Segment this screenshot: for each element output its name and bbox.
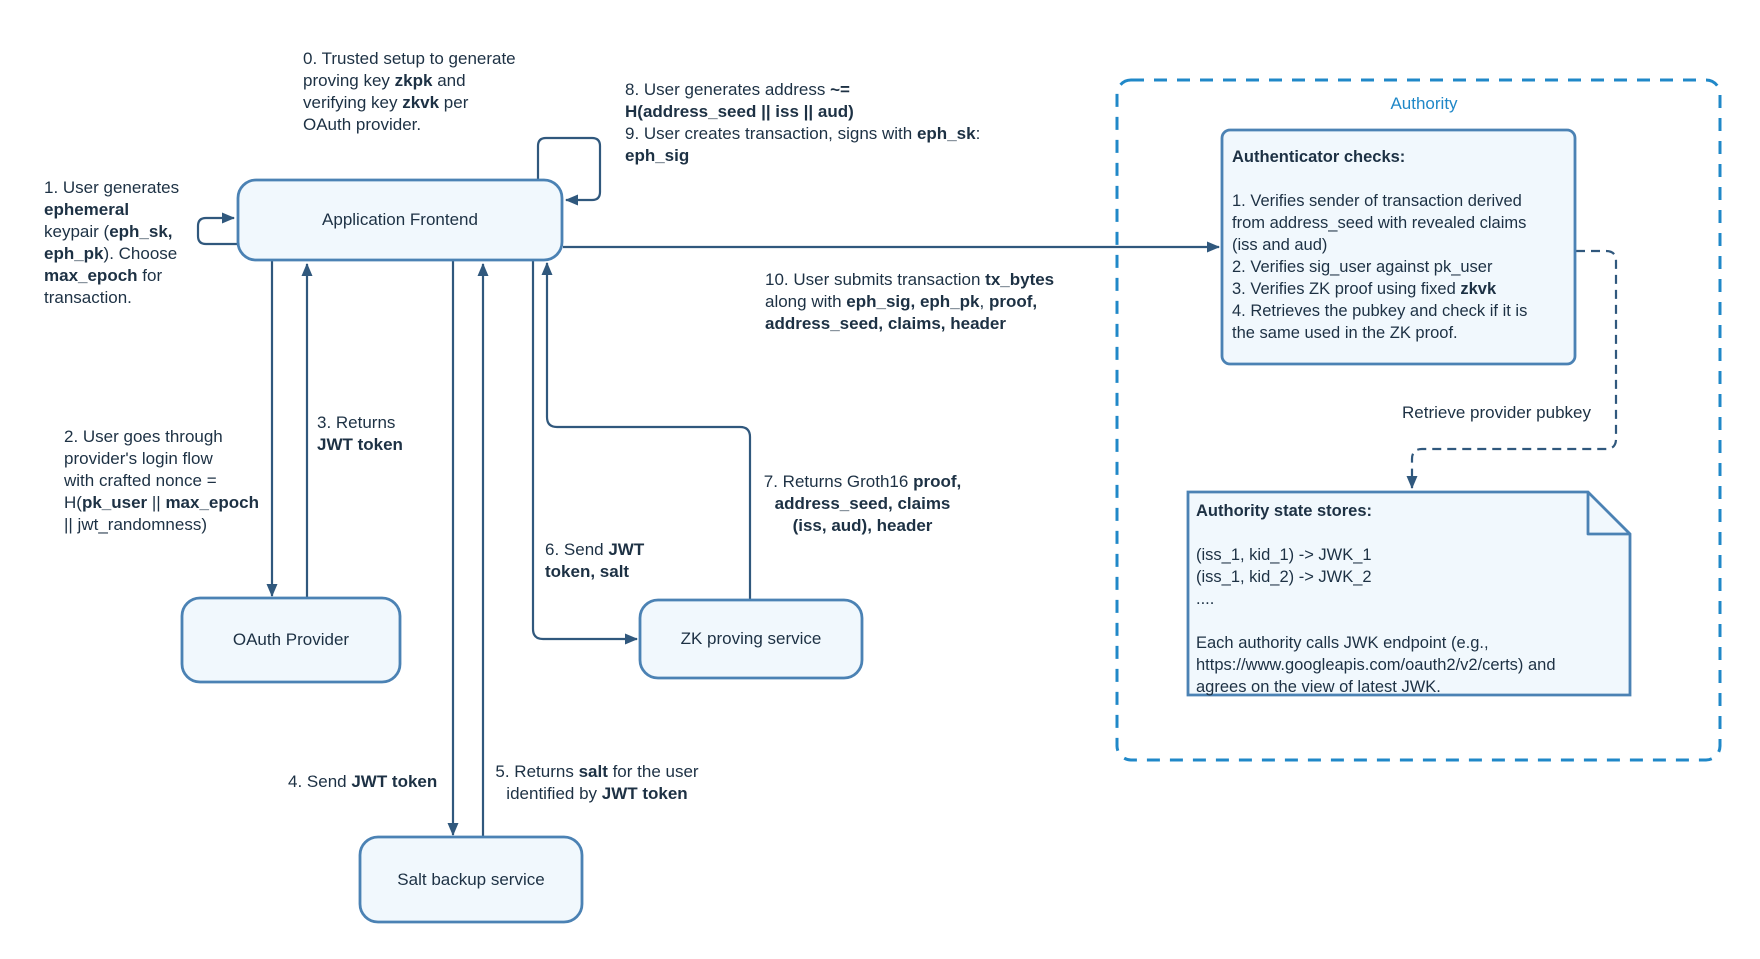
- authority-state-note-title: Authority state stores:: [1196, 502, 1373, 520]
- annotation-step8-9: 8. User generates address ~= H(address_seed || iss || aud) 9. User creates transaction, signs with eph_sk: eph_sig: [625, 80, 981, 165]
- authority-state-note-items: (iss_1, kid_1) -> JWK_1 (iss_1, kid_2) -> JWK_2 .... Each authority calls JWK endpoint (e.g., https://www.googleapis.com/oauth2/v2/certs) and agrees on the view of latest JWK.: [1196, 546, 1556, 696]
- annotation-step10: 10. User submits transaction tx_bytes along with eph_sig, eph_pk, proof, address_seed, claims, header: [765, 270, 1055, 333]
- annotation-step3: 3. Returns JWT token: [317, 413, 403, 454]
- authenticator-checks-content: [1232, 146, 1570, 344]
- salt-backup-service-label: Salt backup service: [397, 869, 545, 889]
- application-frontend-label: Application Frontend: [322, 210, 478, 229]
- annotation-step6: 6. Send JWT token, salt: [545, 540, 645, 581]
- annotation-step7: 7. Returns Groth16 proof, address_seed, claims (iss, aud), header: [763, 472, 962, 535]
- authority-state-note-content: [1196, 500, 1620, 698]
- zk-proving-service-label: ZK proving service: [680, 629, 822, 648]
- authority-region-label: Authority: [1390, 94, 1458, 113]
- authenticator-checks-title: Authenticator checks:: [1232, 148, 1406, 166]
- annotation-step5: 5. Returns salt for the user identified by JWT token: [495, 762, 699, 803]
- retrieve-provider-pubkey-label: Retrieve provider pubkey: [1402, 403, 1591, 422]
- annotation-step1: 1. User generates ephemeral keypair (eph_sk, eph_pk). Choose max_epoch for transaction.: [44, 178, 180, 307]
- annotation-step4: 4. Send JWT token: [288, 772, 438, 791]
- annotation-step2: 2. User goes through provider's login flow with crafted nonce = H(pk_user || max_epoch || jwt_randomness): [64, 427, 259, 534]
- frontend-self-loop-left: [198, 218, 238, 244]
- authenticator-checks-items: 1. Verifies sender of transaction derived from address_seed with revealed claims (iss and aud) 2. Verifies sig_user against pk_user 3. Verifies ZK proof using fixed zkvk 4. Retrieves the pubkey and check if it is the same used in the ZK proof.: [1232, 192, 1528, 342]
- oauth-provider-label: OAuth Provider: [232, 630, 350, 649]
- annotation-step0: 0. Trusted setup to generate proving key zkpk and verifying key zkvk per OAuth provider.: [303, 49, 516, 134]
